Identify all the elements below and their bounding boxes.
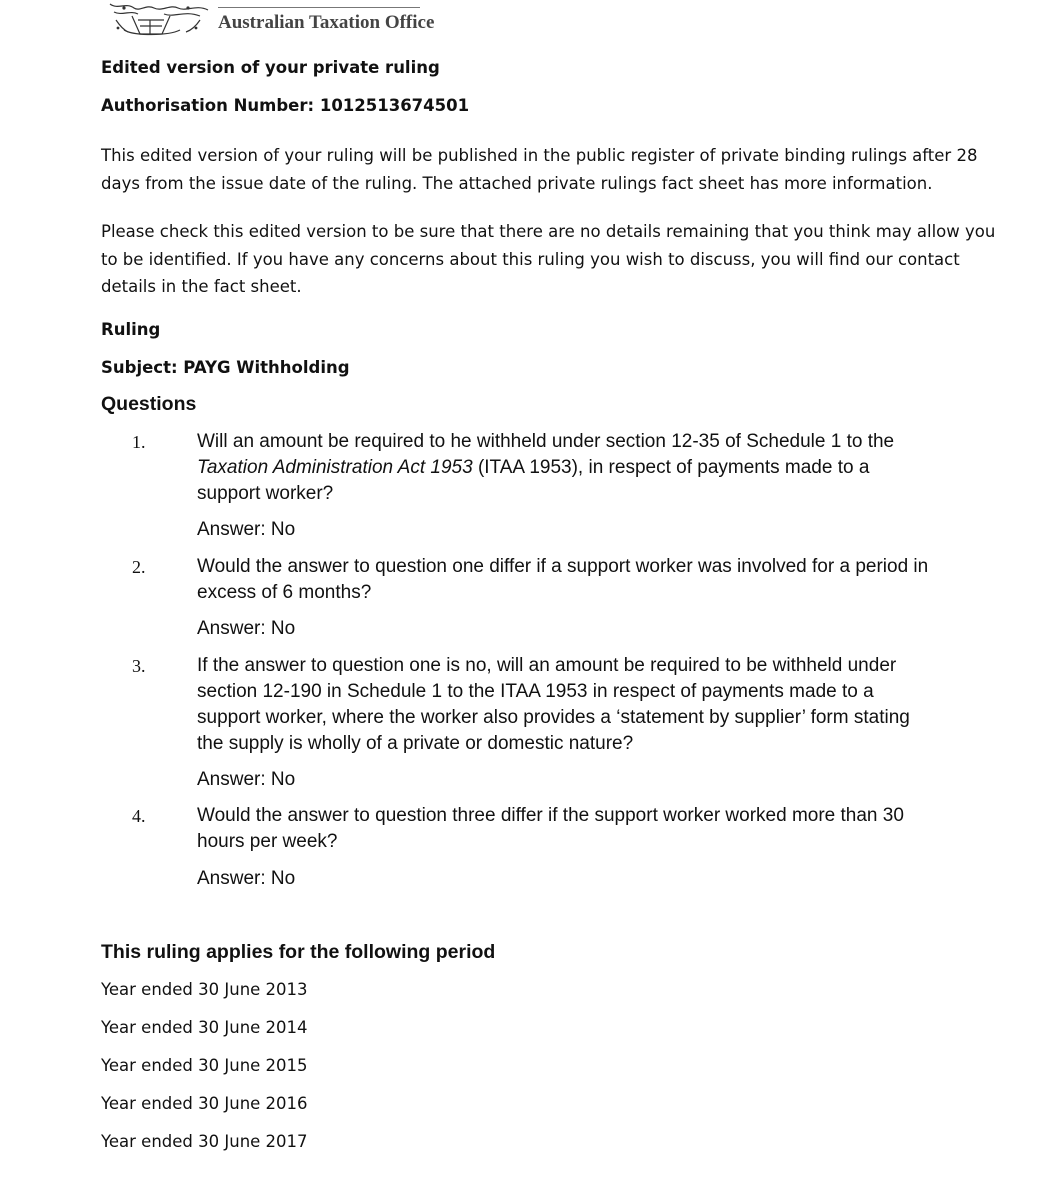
check-paragraph <box>101 218 996 301</box>
authorisation-number: Authorisation Number: 1012513674501 <box>101 96 470 115</box>
question-line: Will an amount be required to he withheld under section 12-35 of Schedule 1 to the <box>197 431 895 452</box>
question-line: the supply is wholly of a private or domestic nature? <box>197 733 634 754</box>
question-answer: Answer: No <box>197 868 296 889</box>
ruling-heading: Ruling <box>101 320 161 339</box>
header-rule <box>218 7 420 8</box>
question-text <box>197 429 894 507</box>
question-number: 3. <box>132 656 146 676</box>
question-text <box>197 653 910 757</box>
questions-heading: Questions <box>101 393 197 415</box>
question-line: support worker? <box>197 483 334 504</box>
subject-line: Subject: PAYG Withholding <box>101 358 350 377</box>
question-answer: Answer: No <box>197 519 296 540</box>
period-item: Year ended 30 June 2014 <box>101 1018 308 1037</box>
question-number: 1. <box>132 432 146 452</box>
question-number: 4. <box>132 806 146 826</box>
period-item: Year ended 30 June 2016 <box>101 1094 308 1113</box>
question-text <box>197 554 928 606</box>
coat-of-arms-icon <box>104 0 214 40</box>
intro-paragraph <box>101 142 978 197</box>
question-line: section 12-190 in Schedule 1 to the ITAA 1953 in respect of payments made to a <box>197 681 874 702</box>
document-title: Edited version of your private ruling <box>101 58 440 77</box>
check-line: to be identified. If you have any concerns about this ruling you wish to discuss, you will find our contact <box>101 249 960 269</box>
question-line-rest: (ITAA 1953), in respect of payments made to a <box>472 457 870 478</box>
question-text <box>197 803 904 855</box>
question-answer: Answer: No <box>197 618 296 639</box>
question-line: hours per week? <box>197 831 338 852</box>
question-line: Would the answer to question one differ if a support worker was involved for a period in <box>197 556 929 577</box>
ato-logo <box>104 0 435 40</box>
question-line: support worker, where the worker also provides a ‘statement by supplier’ form stating <box>197 707 910 728</box>
period-item: Year ended 30 June 2015 <box>101 1056 308 1075</box>
intro-line: days from the issue date of the ruling. The attached private rulings fact sheet has more information. <box>101 173 933 193</box>
question-answer: Answer: No <box>197 769 296 790</box>
check-line: Please check this edited version to be sure that there are no details remaining that you think may allow you <box>101 222 996 241</box>
question-number: 2. <box>132 557 146 577</box>
period-item: Year ended 30 June 2017 <box>101 1132 308 1151</box>
check-line: details in the fact sheet. <box>101 277 302 296</box>
question-line: excess of 6 months? <box>197 582 372 603</box>
period-heading: This ruling applies for the following period <box>101 941 496 963</box>
organisation-name: Australian Taxation Office <box>218 12 435 33</box>
period-item: Year ended 30 June 2013 <box>101 980 308 999</box>
question-line <box>197 455 894 481</box>
question-line: If the answer to question one is no, will an amount be required to be withheld under <box>197 655 897 676</box>
act-title: Taxation Administration Act 1953 <box>197 457 473 478</box>
question-line: Would the answer to question three differ if the support worker worked more than 30 <box>197 805 904 826</box>
intro-line: This edited version of your ruling will be published in the public register of private binding rulings after 28 <box>101 146 978 165</box>
